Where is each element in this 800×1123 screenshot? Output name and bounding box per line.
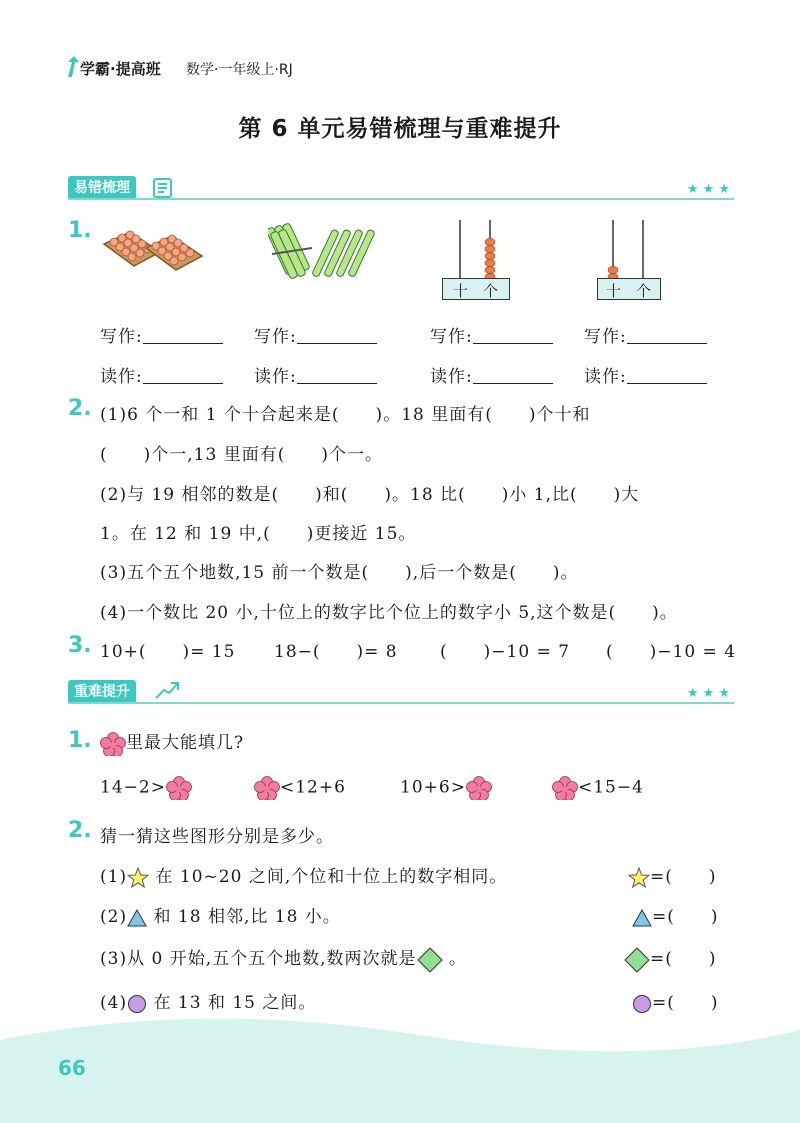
q2-line-5: (3)五个五个地数,15 前一个数是( ),后一个数是( )。	[100, 563, 579, 583]
header-subject: 数学·一年级上·RJ	[186, 62, 293, 78]
abacus-1	[442, 220, 510, 300]
p2-answer-4[interactable]: =( )	[632, 988, 719, 1014]
question-number: 3.	[68, 633, 92, 658]
brand-mark	[66, 56, 76, 76]
p1-prompt: 里最大能填几?	[100, 728, 244, 756]
q2-line-6: (4)一个数比 20 小,十位上的数字比个位上的数字小 5,这个数是( )。	[100, 603, 678, 623]
write-field-1[interactable]: 写作:	[100, 322, 223, 347]
star-icon	[127, 867, 149, 889]
section-badge-errors: 易错梳理	[68, 176, 136, 200]
read-field-3[interactable]: 读作:	[430, 362, 553, 387]
read-field-2[interactable]: 读作:	[254, 362, 377, 387]
page-number: 66	[58, 1056, 86, 1080]
q3-item-1: 10+( )= 15	[100, 642, 236, 662]
section-divider	[68, 198, 734, 200]
write-field-3[interactable]: 写作:	[430, 322, 553, 347]
sticks-bundle-image	[268, 218, 378, 286]
star-icon	[628, 867, 650, 889]
q2-line-3: (2)与 19 相邻的数是( )和( )。18 比( )小 1,比( )大	[100, 485, 640, 505]
q3-item-2: 18−( )= 8	[274, 642, 398, 662]
section-badge-advanced: 重难提升	[68, 680, 136, 704]
difficulty-stars: ★★★	[687, 686, 734, 701]
p2-prompt: 猜一猜这些图形分别是多少。	[100, 827, 334, 847]
q2-line-1: (1)6 个一和 1 个十合起来是( )。18 里面有( )个十和	[100, 405, 591, 425]
question-number: 1.	[68, 218, 92, 243]
abacus-base	[597, 278, 661, 300]
p1-expr-4: <15−4	[552, 776, 644, 800]
tens-label: 十	[453, 282, 469, 300]
flower-icon	[254, 776, 280, 800]
header-brand: 学霸·提高班	[80, 60, 161, 78]
footer-wave	[0, 1010, 800, 1123]
ones-label: 个	[636, 282, 652, 300]
p1-expr-3: 10+6>	[400, 776, 492, 800]
write-field-4[interactable]: 写作:	[584, 322, 707, 347]
q3-item-4: ( )−10 = 4	[606, 642, 737, 662]
question-number: 2.	[68, 396, 92, 421]
flower-icon	[166, 776, 192, 800]
p1-expr-1: 14−2>	[100, 776, 192, 800]
q2-line-2: ( )个一,13 里面有( )个一。	[100, 445, 383, 465]
flower-icon	[100, 732, 126, 756]
p2-answer-2[interactable]: =( )	[632, 902, 719, 927]
difficulty-stars: ★★★	[687, 182, 734, 197]
p2-sub-1: (1) 在 10~20 之间,个位和十位上的数字相同。	[100, 867, 508, 887]
question-number: 1.	[68, 728, 92, 753]
write-field-2[interactable]: 写作:	[254, 322, 377, 347]
triangle-icon	[632, 909, 652, 927]
tens-label: 十	[606, 282, 622, 300]
p2-answer-1[interactable]: =( )	[628, 862, 717, 889]
question-number: 2.	[68, 818, 92, 843]
p2-sub-3: (3)从 0 开始,五个五个地数,数两次就是 。	[100, 944, 467, 973]
abacus-base	[442, 278, 510, 300]
trend-up-icon	[154, 680, 180, 704]
p2-sub-4: (4) 在 13 和 15 之间。	[100, 993, 317, 1013]
triangle-icon	[127, 909, 147, 927]
q2-line-4: 1。在 12 和 19 中,( )更接近 15。	[100, 524, 417, 544]
read-field-4[interactable]: 读作:	[584, 362, 707, 387]
q3-item-3: ( )−10 = 7	[440, 642, 571, 662]
diamond-icon	[624, 947, 650, 973]
flower-icon	[466, 776, 492, 800]
p2-answer-3[interactable]: =( )	[624, 944, 717, 973]
read-field-1[interactable]: 读作:	[100, 362, 223, 387]
flower-icon	[552, 776, 578, 800]
egg-trays-image	[100, 222, 204, 278]
page-title: 第 6 单元易错梳理与重难提升	[238, 116, 562, 142]
section-divider	[68, 702, 734, 704]
p1-expr-2: <12+6	[254, 776, 346, 800]
ones-label: 个	[483, 282, 499, 300]
p2-sub-2: (2) 和 18 相邻,比 18 小。	[100, 907, 341, 927]
diamond-icon	[417, 947, 443, 973]
abacus-2	[597, 220, 661, 300]
